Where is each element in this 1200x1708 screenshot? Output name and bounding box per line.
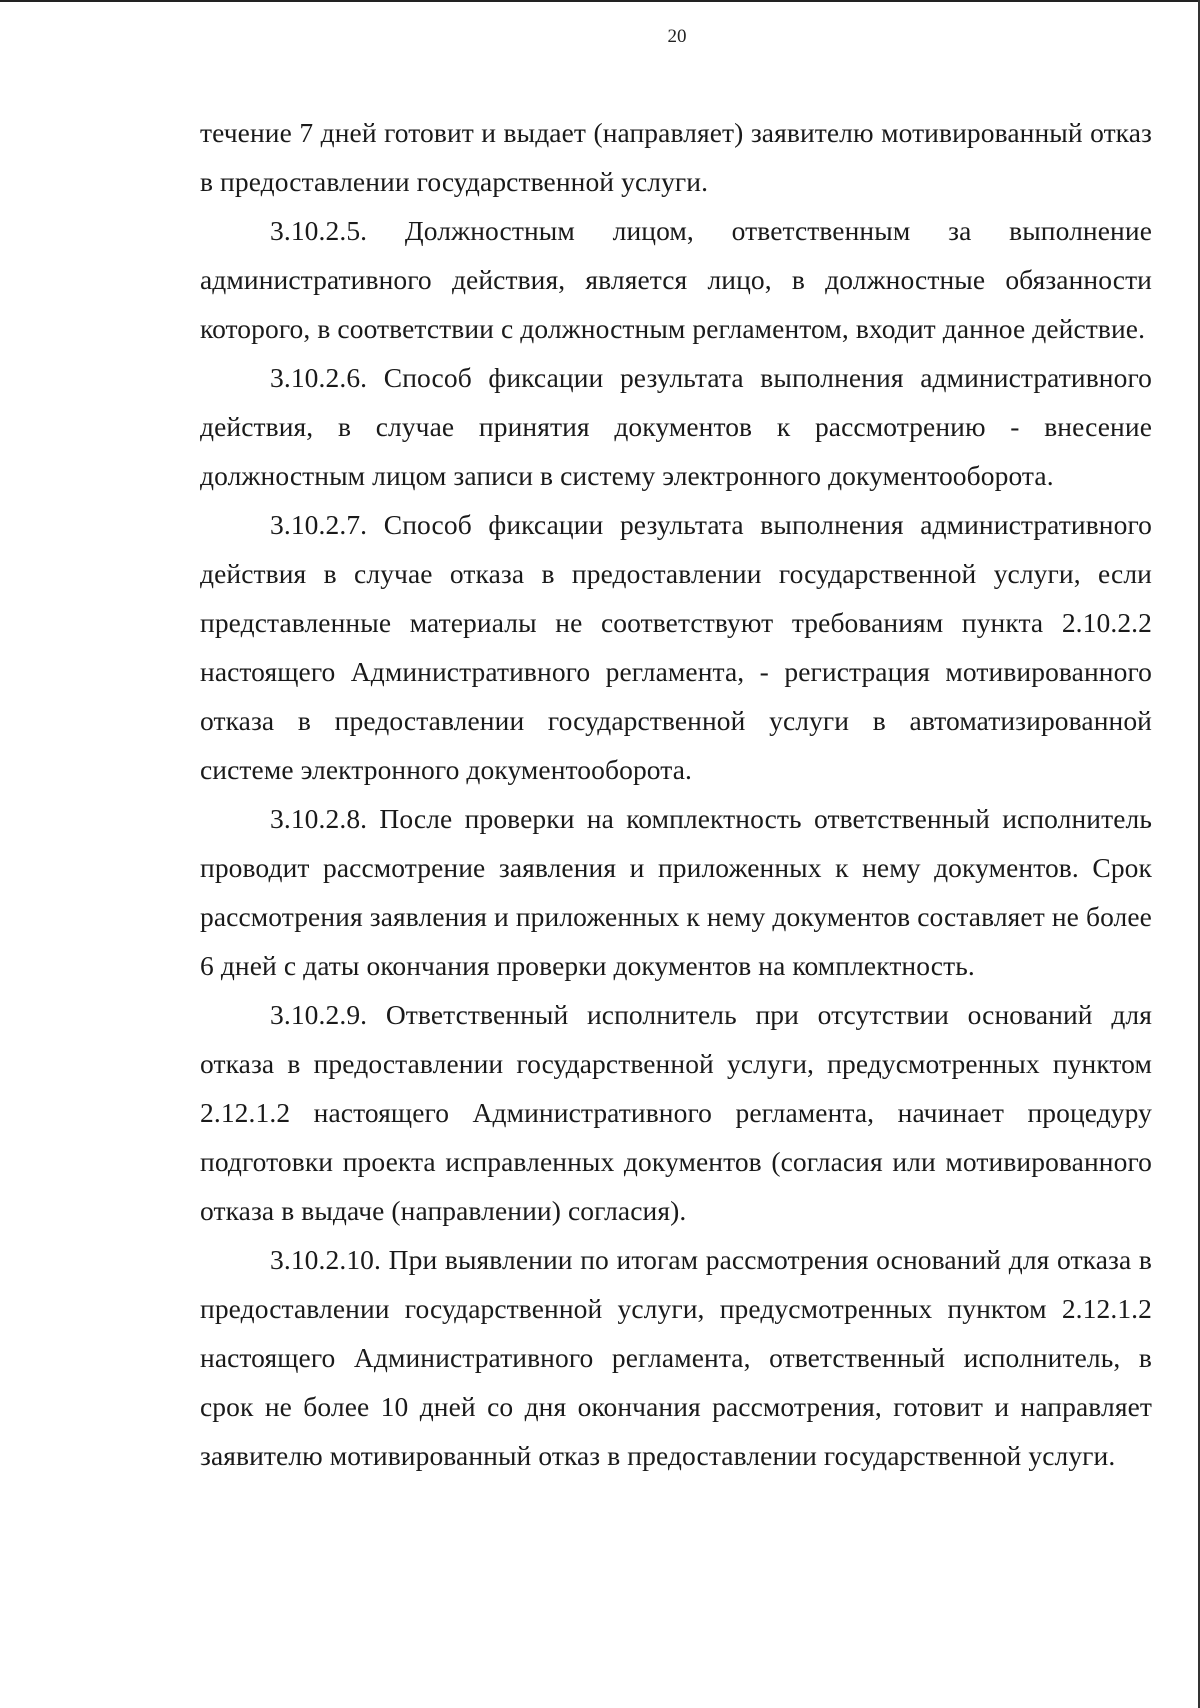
paragraph-3-10-2-8: 3.10.2.8. После проверки на комплектность ответственный исполнитель проводит рассмотрение заявления и приложенных к нему документов. Срок рассмотрения заявления и приложенных к нему документов составляет не более 6 дней с даты окончания проверки документов на комплектность.	[200, 803, 1152, 981]
paragraph-3-10-2-10: 3.10.2.10. При выявлении по итогам рассмотрения оснований для отказа в предоставлении государственной услуги, предусмотренных пунктом 2.12.1.2 настоящего Административного регламента, ответственный исполнитель, в срок не более 10 дней со дня окончания рассмотрения, готовит и направляет заявителю мотивированный отказ в предоставлении государственной услуги.	[200, 1244, 1152, 1471]
paragraph-3-10-2-6: 3.10.2.6. Способ фиксации результата выполнения административного действия, в случае принятия документов к рассмотрению - внесение должностным лицом записи в систему электронного документооборота.	[200, 362, 1152, 491]
document-body	[200, 108, 1152, 1480]
paragraph-3-10-2-5: 3.10.2.5. Должностным лицом, ответственным за выполнение административного действия, является лицо, в должностные обязанности которого, в соответствии с должностным регламентом, входит данное действие.	[200, 215, 1152, 344]
paragraph-3-10-2-9: 3.10.2.9. Ответственный исполнитель при отсутствии оснований для отказа в предоставлении государственной услуги, предусмотренных пунктом 2.12.1.2 настоящего Административного регламента, начинает процедуру подготовки проекта исправленных документов (согласия или мотивированного отказа в выдаче (направлении) согласия).	[200, 999, 1152, 1226]
paragraph-3-10-2-7: 3.10.2.7. Способ фиксации результата выполнения административного действия в случае отказа в предоставлении государственной услуги, если представленные материалы не соответствуют требованиям пункта 2.10.2.2 настоящего Административного регламента, - регистрация мотивированного отказа в предоставлении государственной услуги в автоматизированной системе электронного документооборота.	[200, 509, 1152, 785]
scan-border-top	[0, 0, 1200, 2]
paragraph-continuation: течение 7 дней готовит и выдает (направляет) заявителю мотивированный отказ в предоставлении государственной услуги.	[200, 117, 1152, 197]
page-number: 20	[667, 26, 687, 47]
